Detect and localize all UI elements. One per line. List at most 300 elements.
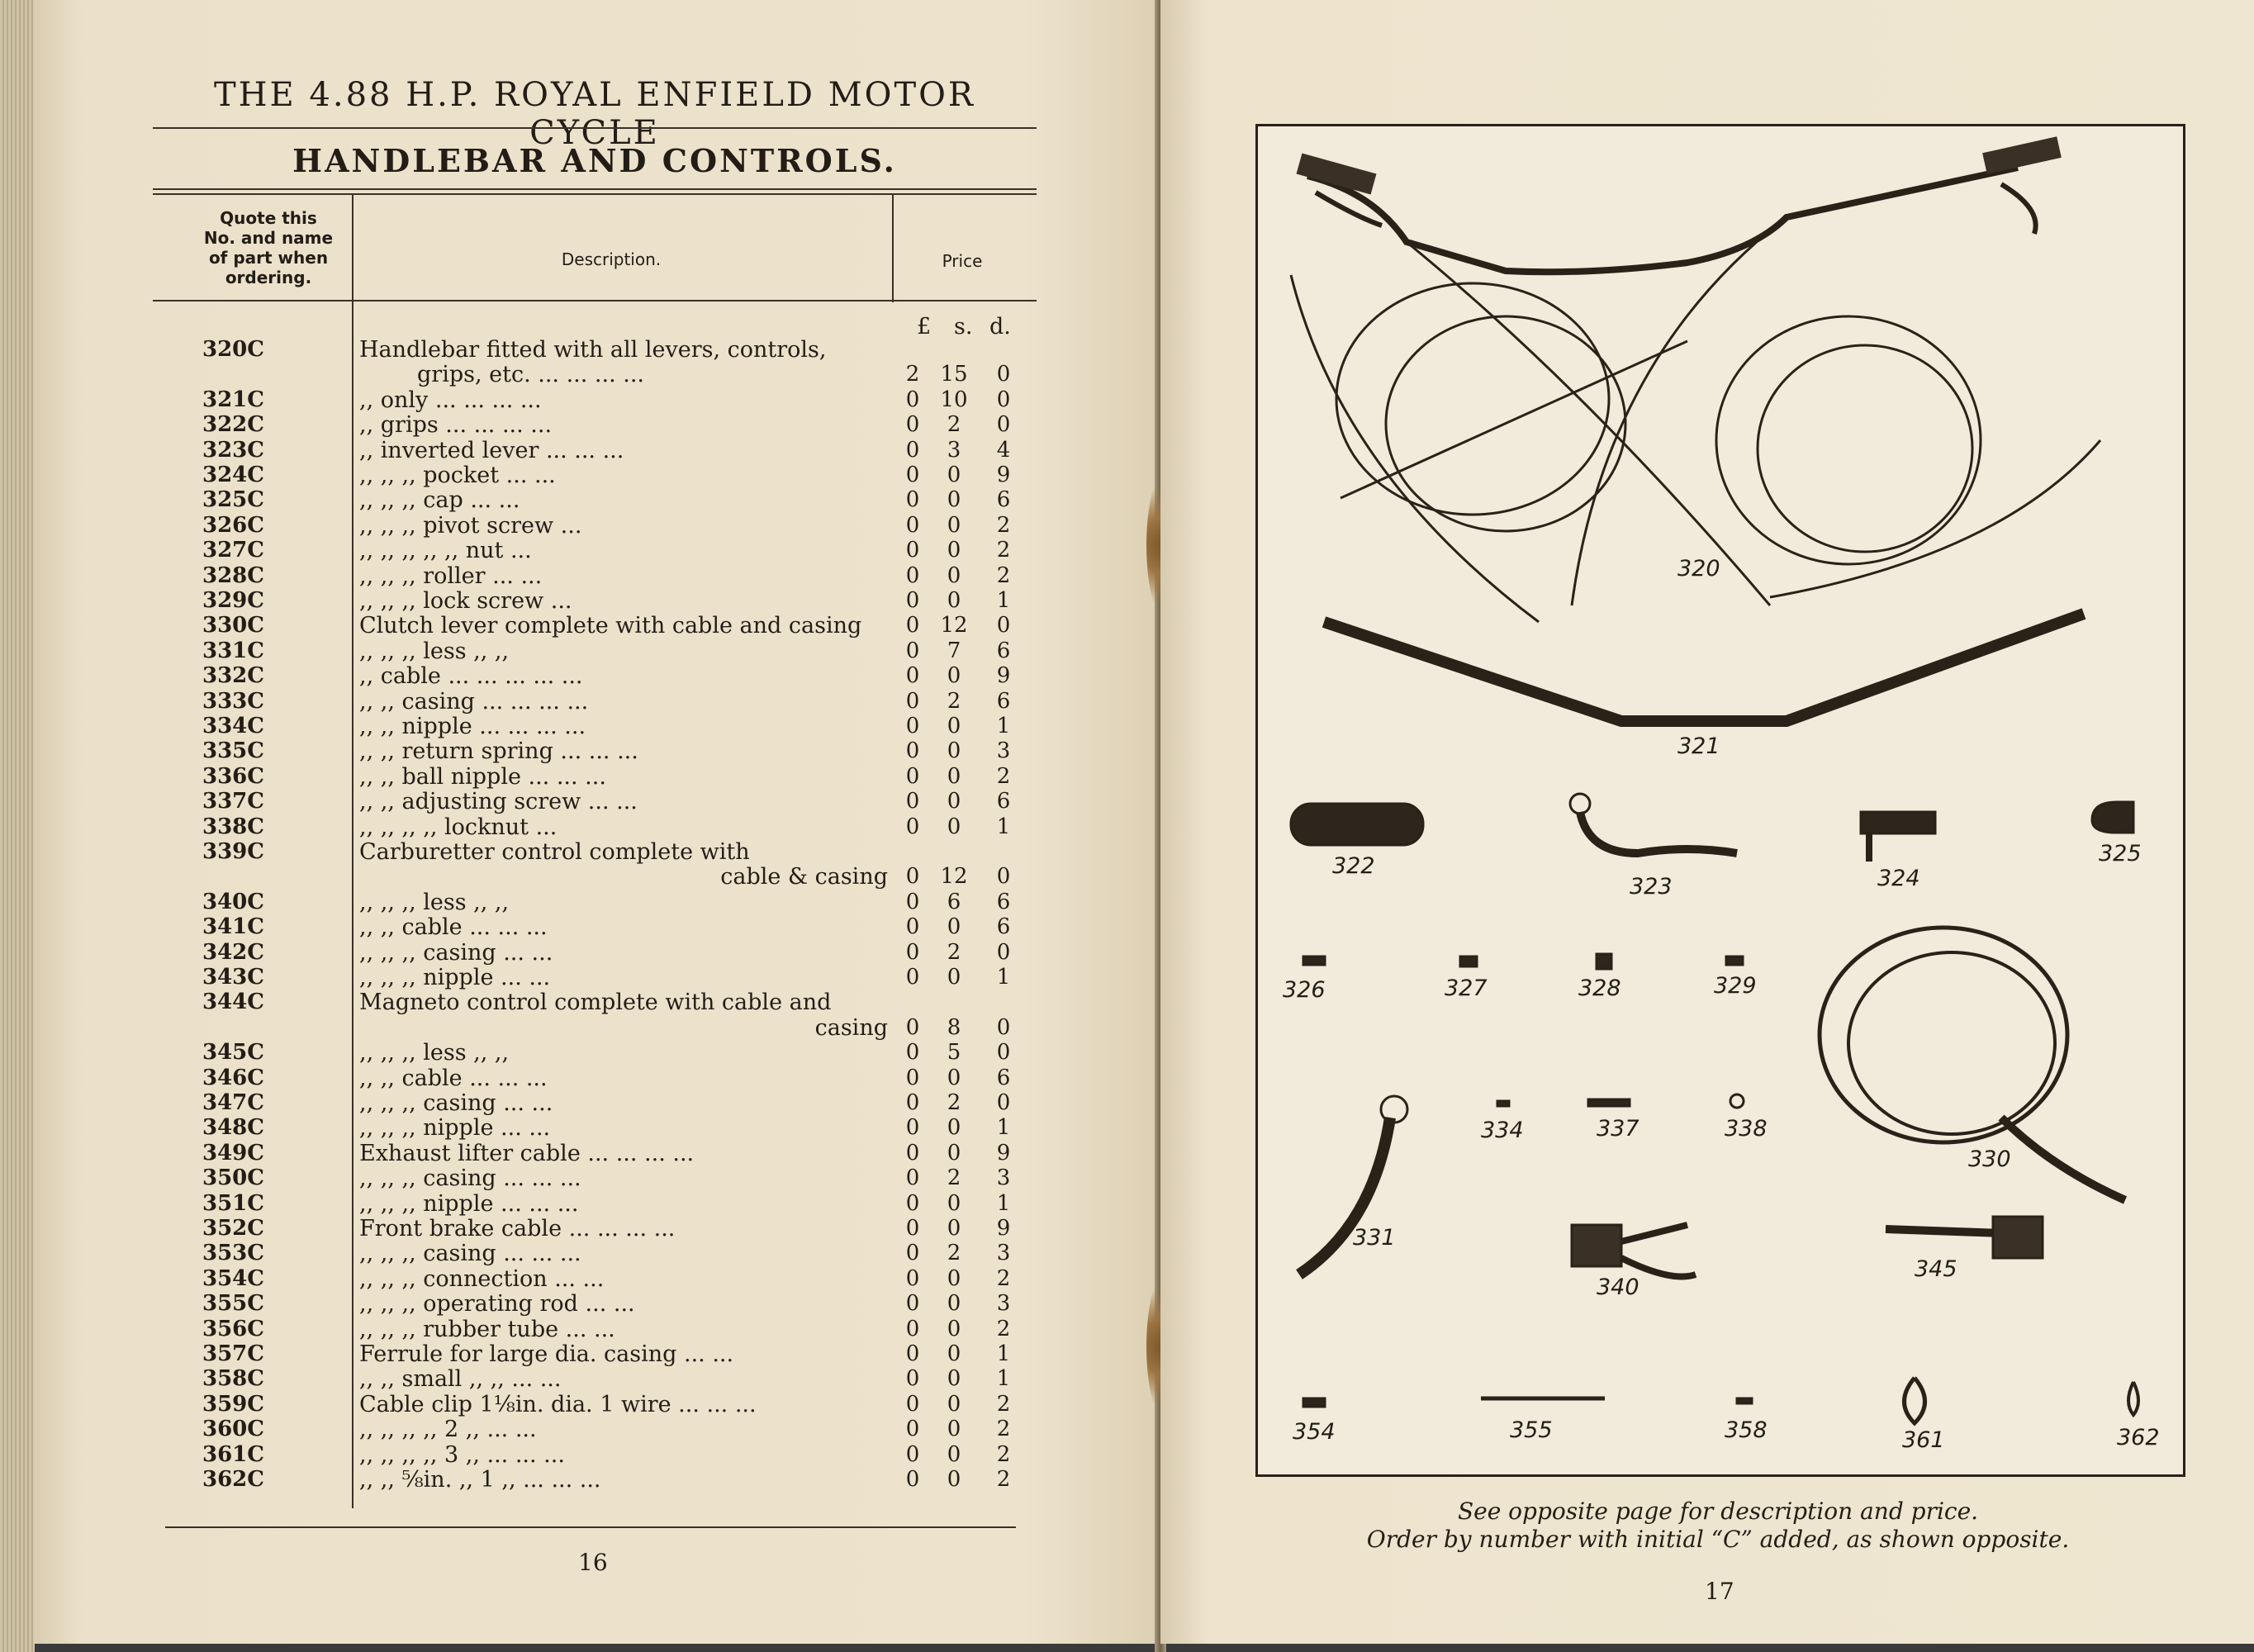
part-description: ,, ,, return spring ... ... ... <box>359 738 638 765</box>
label-322: 322 <box>1332 853 1375 879</box>
label-355: 355 <box>1510 1417 1553 1443</box>
part-description: ,, ,, ,, pocket ... ... <box>359 463 556 488</box>
price-pence: 0 <box>996 864 1011 890</box>
price-shillings: 12 <box>940 864 968 890</box>
part-description: ,, ,, ,, casing ... ... <box>359 1090 553 1116</box>
price-pounds: 2 <box>905 362 920 387</box>
part-number: 330C <box>202 613 264 638</box>
page-edges <box>0 0 35 1652</box>
price-pounds: 0 <box>905 864 920 890</box>
price-pence: 2 <box>996 763 1011 789</box>
lever-323 <box>1580 812 1737 853</box>
handlebar-320 <box>1307 168 2018 272</box>
price-pounds: 0 <box>905 412 920 438</box>
header-rule <box>153 300 1037 301</box>
label-325: 325 <box>2099 841 2142 866</box>
part-number: 361C <box>202 1441 264 1467</box>
price-pence: 0 <box>996 387 1011 412</box>
part-number: 337C <box>202 789 264 814</box>
locknut-338 <box>1730 1094 1744 1108</box>
part-number: 329C <box>202 588 264 613</box>
table-row <box>153 814 1037 839</box>
label-358: 358 <box>1725 1417 1768 1443</box>
label-329: 329 <box>1714 973 1757 999</box>
price-pounds: 0 <box>905 1065 920 1090</box>
price-pence: 6 <box>996 1065 1011 1090</box>
part-number: 331C <box>202 638 264 663</box>
part-description: ,, ,, ⅝in. ,, 1 ,, ... ... ... <box>359 1467 601 1493</box>
price-shillings: 0 <box>947 714 961 738</box>
part-number: 328C <box>202 563 264 588</box>
price-shillings: 0 <box>947 1391 961 1417</box>
table-row <box>153 1291 1037 1316</box>
part-description: ,, ,, ,, roller ... ... <box>359 563 543 589</box>
price-pounds: 0 <box>905 1366 920 1392</box>
price-pence: 9 <box>996 1216 1011 1241</box>
table-row <box>153 1216 1037 1241</box>
part-number: 353C <box>202 1241 264 1266</box>
part-no-header-line: of part when <box>208 248 329 268</box>
price-pounds: 0 <box>905 1090 920 1115</box>
pence-header: d. <box>989 314 1011 339</box>
part-description: ,, ,, ,, connection ... ... <box>359 1265 605 1292</box>
part-description: ,, ,, ball nipple ... ... ... <box>359 763 606 790</box>
part-description: Front brake cable ... ... ... ... <box>359 1216 676 1241</box>
price-pence: 1 <box>996 1190 1011 1216</box>
price-divider <box>892 195 894 302</box>
table-row <box>153 689 1037 714</box>
part-description: grips, etc. ... ... ... ... <box>417 362 644 388</box>
price-pence: 6 <box>996 789 1011 814</box>
part-description: Magneto control complete with cable and <box>359 990 832 1016</box>
part-description: ,, ,, cable ... ... ... <box>359 1065 548 1091</box>
price-pounds: 0 <box>905 914 920 940</box>
price-shillings: 3 <box>947 437 961 463</box>
price-pence: 9 <box>996 463 1011 487</box>
price-pence: 3 <box>996 1241 1011 1266</box>
table-row <box>153 387 1037 412</box>
table-row <box>153 362 1037 387</box>
cable <box>1341 341 1687 498</box>
table-row <box>153 914 1037 939</box>
price-pounds: 0 <box>905 463 920 487</box>
price-pence: 0 <box>996 412 1011 438</box>
price-pounds: 0 <box>905 387 920 412</box>
price-shillings: 7 <box>947 638 961 663</box>
price-pounds: 0 <box>905 487 920 513</box>
price-pounds: 0 <box>905 613 920 638</box>
price-pence: 0 <box>996 1090 1011 1115</box>
cable-loop <box>1336 283 1609 515</box>
description-header: Description. <box>561 249 662 269</box>
table-row <box>153 839 1037 864</box>
part-number: 358C <box>202 1366 264 1392</box>
label-324: 324 <box>1877 866 1920 891</box>
table-row <box>153 965 1037 990</box>
pocket-324 <box>1861 812 1935 833</box>
part-number: 334C <box>202 714 264 738</box>
table-row <box>153 1392 1037 1417</box>
price-shillings: 0 <box>947 965 961 990</box>
page-number-left: 16 <box>578 1549 608 1576</box>
part-no-header-line: Quote this <box>220 208 317 228</box>
price-shillings: 2 <box>947 1090 961 1115</box>
part-number: 349C <box>202 1140 264 1165</box>
part-description: ,, ,, small ,, ,, ... ... <box>359 1366 562 1393</box>
shillings-header: s. <box>954 314 973 339</box>
part-number: 327C <box>202 538 264 563</box>
table-row <box>153 563 1037 588</box>
price-pence: 9 <box>996 1140 1011 1165</box>
price-pence: 1 <box>996 1115 1011 1141</box>
connection-354 <box>1303 1398 1325 1407</box>
handlebar-321 <box>1324 614 2084 721</box>
head-rule <box>153 127 1037 129</box>
page-number-right: 17 <box>1705 1578 1734 1605</box>
table-row <box>153 1191 1037 1216</box>
part-number: 351C <box>202 1190 264 1216</box>
carb-control-340 <box>1572 1225 1621 1266</box>
price-pounds: 0 <box>905 688 920 714</box>
price-pence: 0 <box>996 939 1011 965</box>
price-shillings: 0 <box>947 738 961 764</box>
part-description: ,, ,, ,, ,, ,, nut ... <box>359 538 532 564</box>
mag-lever-345 <box>1886 1229 2001 1233</box>
price-pence: 3 <box>996 1291 1011 1317</box>
pivot-screw-326 <box>1303 957 1325 965</box>
part-number: 344C <box>202 990 264 1015</box>
price-shillings: 0 <box>947 1441 961 1467</box>
price-pounds: 0 <box>905 814 920 839</box>
table-row <box>153 337 1037 362</box>
right-lever <box>2001 184 2036 234</box>
part-description: ,, ,, cable ... ... ... <box>359 914 548 941</box>
table-row <box>153 1015 1037 1040</box>
label-362: 362 <box>2117 1425 2160 1450</box>
price-shillings: 10 <box>940 387 968 412</box>
price-pence: 9 <box>996 663 1011 689</box>
part-number: 325C <box>202 487 264 513</box>
price-shillings: 0 <box>947 1190 961 1216</box>
price-pence: 6 <box>996 889 1011 914</box>
price-pounds: 0 <box>905 1165 920 1191</box>
part-description: ,, cable ... ... ... ... ... <box>359 663 583 690</box>
price-pence: 6 <box>996 914 1011 940</box>
label-320: 320 <box>1677 556 1720 582</box>
part-number: 341C <box>202 914 264 940</box>
price-pence: 1 <box>996 814 1011 839</box>
part-description: ,, ,, ,, ,, locknut ... <box>359 814 558 840</box>
price-pounds: 0 <box>905 437 920 463</box>
mag-control-345 <box>1993 1217 2043 1258</box>
table-row <box>153 864 1037 889</box>
price-shillings: 2 <box>947 939 961 965</box>
label-334: 334 <box>1481 1118 1524 1143</box>
price-pence: 1 <box>996 588 1011 613</box>
label-326: 326 <box>1283 977 1326 1003</box>
price-shillings: 0 <box>947 1417 961 1442</box>
price-pence: 2 <box>996 1417 1011 1442</box>
part-description: ,, ,, casing ... ... ... ... <box>359 688 589 714</box>
price-shillings: 2 <box>947 1241 961 1266</box>
label-340: 340 <box>1597 1275 1639 1300</box>
price-pence: 2 <box>996 563 1011 588</box>
part-number: 324C <box>202 463 264 487</box>
part-number: 338C <box>202 814 264 839</box>
cap-325 <box>2092 802 2133 833</box>
part-number: 354C <box>202 1265 264 1291</box>
table-row <box>153 1266 1037 1291</box>
left-grip <box>1299 164 1374 184</box>
table-row <box>153 487 1037 512</box>
foot-rule <box>165 1526 1016 1528</box>
price-pence: 2 <box>996 512 1011 538</box>
price-pounds: 0 <box>905 1417 920 1442</box>
price-pence: 2 <box>996 1316 1011 1341</box>
price-shillings: 2 <box>947 412 961 438</box>
right-grip <box>1985 147 2059 164</box>
part-number: 335C <box>202 738 264 764</box>
price-shillings: 0 <box>947 512 961 538</box>
part-description: ,, ,, ,, nipple ... ... <box>359 1115 551 1142</box>
table-row <box>153 1366 1037 1391</box>
price-pounds: 0 <box>905 1265 920 1291</box>
price-pence: 6 <box>996 487 1011 513</box>
price-pounds: 0 <box>905 1341 920 1366</box>
part-no-header-line: No. and name <box>203 228 334 248</box>
price-pounds: 0 <box>905 714 920 738</box>
part-number: 346C <box>202 1065 264 1090</box>
price-pounds: 0 <box>905 763 920 789</box>
price-shillings: 0 <box>947 1366 961 1392</box>
price-shillings: 0 <box>947 1467 961 1492</box>
table-row <box>153 538 1037 563</box>
cable <box>1407 242 1770 605</box>
part-number: 333C <box>202 688 264 714</box>
part-no-header <box>186 208 351 287</box>
section-title: HANDLEBAR AND CONTROLS. <box>292 142 897 179</box>
part-number: 347C <box>202 1090 264 1115</box>
price-pence: 0 <box>996 362 1011 387</box>
part-number: 360C <box>202 1417 264 1442</box>
part-description: Ferrule for large dia. casing ... ... <box>359 1341 734 1367</box>
price-pence: 2 <box>996 538 1011 563</box>
price-pence: 3 <box>996 1165 1011 1191</box>
price-shillings: 2 <box>947 1165 961 1191</box>
label-323: 323 <box>1630 874 1673 900</box>
carb-lever-340 <box>1621 1225 1687 1241</box>
part-number: 322C <box>202 412 264 438</box>
table-row <box>153 940 1037 965</box>
price-shillings: 6 <box>947 889 961 914</box>
pounds-header: £ <box>917 314 932 339</box>
running-head: THE 4.88 H.P. ROYAL ENFIELD MOTOR CYCLE <box>213 76 976 152</box>
price-shillings: 0 <box>947 588 961 613</box>
price-shillings: 0 <box>947 1341 961 1366</box>
price-shillings: 0 <box>947 914 961 940</box>
part-number: 340C <box>202 889 264 914</box>
caption-line-2: Order by number with initial “C” added, as shown opposite. <box>1366 1526 2070 1553</box>
table-row <box>153 663 1037 688</box>
part-number: 345C <box>202 1040 264 1066</box>
price-pence: 1 <box>996 714 1011 738</box>
part-description: Carburetter control complete with <box>359 839 750 865</box>
part-number: 326C <box>202 512 264 538</box>
roller-328 <box>1597 954 1611 969</box>
table-row <box>153 1040 1037 1065</box>
clutch-cable-330 <box>1820 928 2067 1142</box>
price-header: Price <box>942 251 983 271</box>
table-row <box>153 990 1037 1014</box>
price-pounds: 0 <box>905 1316 920 1341</box>
part-number: 348C <box>202 1115 264 1141</box>
part-number: 339C <box>202 839 264 864</box>
table-row <box>153 1165 1037 1190</box>
part-description: ,, grips ... ... ... ... <box>359 412 553 439</box>
table-row <box>153 588 1037 613</box>
price-shillings: 0 <box>947 1216 961 1241</box>
part-number: 362C <box>202 1467 264 1492</box>
price-shillings: 0 <box>947 563 961 588</box>
title-rule-2 <box>153 193 1037 195</box>
part-number: 320C <box>202 337 264 362</box>
price-pounds: 0 <box>905 1391 920 1417</box>
label-338: 338 <box>1725 1116 1768 1142</box>
price-shillings: 0 <box>947 1265 961 1291</box>
price-pence: 2 <box>996 1391 1011 1417</box>
table-row <box>153 1241 1037 1265</box>
price-pence: 2 <box>996 1441 1011 1467</box>
price-pounds: 0 <box>905 1467 920 1492</box>
price-pence: 6 <box>996 688 1011 714</box>
part-description: ,, ,, ,, pivot screw ... <box>359 512 582 539</box>
part-number: 343C <box>202 965 264 990</box>
cable <box>1572 217 1787 605</box>
title-rule-1 <box>153 188 1037 190</box>
part-description: cable & casing <box>720 864 888 890</box>
part-description: ,, ,, ,, less ,, ,, <box>359 889 510 915</box>
cable <box>1291 275 1539 622</box>
table-row <box>153 412 1037 437</box>
part-number: 321C <box>202 387 264 412</box>
price-pounds: 0 <box>905 663 920 689</box>
price-pounds: 0 <box>905 1140 920 1165</box>
price-pounds: 0 <box>905 1216 920 1241</box>
part-description: ,, ,, ,, lock screw ... <box>359 588 572 614</box>
price-shillings: 0 <box>947 1115 961 1141</box>
part-description: ,, ,, ,, casing ... ... ... <box>359 1241 581 1267</box>
price-pounds: 0 <box>905 1190 920 1216</box>
part-description: Cable clip 1⅛in. dia. 1 wire ... ... ... <box>359 1391 757 1417</box>
label-327: 327 <box>1445 976 1488 1001</box>
table-row <box>153 1442 1037 1467</box>
part-number: 355C <box>202 1291 264 1317</box>
price-pounds: 0 <box>905 1241 920 1266</box>
part-description: ,, ,, ,, casing ... ... <box>359 939 553 966</box>
price-pence: 6 <box>996 638 1011 663</box>
table-row <box>153 1417 1037 1441</box>
price-pence: 1 <box>996 1341 1011 1366</box>
price-shillings: 2 <box>947 688 961 714</box>
price-pence: 1 <box>996 965 1011 990</box>
part-number: 357C <box>202 1341 264 1366</box>
part-number: 332C <box>202 663 264 689</box>
price-pounds: 0 <box>905 939 920 965</box>
price-pounds: 0 <box>905 588 920 613</box>
price-shillings: 12 <box>940 613 968 638</box>
cable-clip-361 <box>1905 1378 1925 1423</box>
table-row <box>153 1467 1037 1492</box>
part-description: ,, ,, ,, nipple ... ... <box>359 965 551 990</box>
price-shillings: 0 <box>947 663 961 689</box>
part-number: 323C <box>202 437 264 463</box>
grip-322 <box>1291 804 1423 845</box>
label-330: 330 <box>1968 1146 2011 1172</box>
part-description: ,, ,, nipple ... ... ... ... <box>359 714 586 739</box>
part-description: Handlebar fitted with all levers, controls, <box>359 337 827 363</box>
price-shillings: 0 <box>947 814 961 839</box>
price-pounds: 0 <box>905 563 920 588</box>
price-shillings: 0 <box>947 789 961 814</box>
cable-loop <box>1758 345 1972 552</box>
table-row <box>153 714 1037 738</box>
price-pence: 2 <box>996 1467 1011 1492</box>
label-328: 328 <box>1578 976 1621 1001</box>
price-pounds: 0 <box>905 1040 920 1066</box>
part-description: ,, ,, ,, cap ... ... <box>359 487 520 514</box>
part-description: ,, only ... ... ... ... <box>359 387 542 413</box>
part-description: ,, ,, ,, casing ... ... ... <box>359 1165 581 1192</box>
table-row <box>153 789 1037 814</box>
part-description: ,, ,, ,, less ,, ,, <box>359 638 510 664</box>
price-pounds: 0 <box>905 738 920 764</box>
part-no-header-line: ordering. <box>225 268 312 287</box>
part-description: ,, inverted lever ... ... ... <box>359 437 624 463</box>
label-337: 337 <box>1597 1116 1639 1142</box>
part-number: 336C <box>202 763 264 789</box>
clutch-cable-330 <box>1848 952 2055 1134</box>
price-shillings: 0 <box>947 1316 961 1341</box>
lever-pivot <box>1570 794 1590 814</box>
clutch-lever-330 <box>2001 1118 2125 1200</box>
price-pounds: 0 <box>905 538 920 563</box>
part-description: ,, ,, ,, nipple ... ... ... <box>359 1190 579 1217</box>
part-description: ,, ,, ,, rubber tube ... ... <box>359 1316 615 1342</box>
parts-illustration-plate <box>1255 124 2185 1477</box>
label-361: 361 <box>1902 1427 1945 1453</box>
part-number: 356C <box>202 1316 264 1341</box>
table-row <box>153 463 1037 487</box>
price-shillings: 0 <box>947 463 961 487</box>
part-description: ,, ,, adjusting screw ... ... <box>359 789 638 815</box>
label-345: 345 <box>1915 1256 1957 1282</box>
caption-line-1: See opposite page for description and price. <box>1457 1498 1979 1525</box>
price-pence: 0 <box>996 613 1011 638</box>
part-description: casing <box>814 1014 888 1041</box>
table-row <box>153 738 1037 763</box>
price-shillings: 5 <box>947 1040 961 1066</box>
nut-327 <box>1460 957 1477 966</box>
table-row <box>153 1090 1037 1115</box>
price-pounds: 0 <box>905 1291 920 1317</box>
price-shillings: 0 <box>947 1065 961 1090</box>
price-pounds: 0 <box>905 638 920 663</box>
part-number: 350C <box>202 1165 264 1191</box>
price-pence: 0 <box>996 1014 1011 1040</box>
part-description: ,, ,, ,, less ,, ,, <box>359 1040 510 1066</box>
price-shillings: 0 <box>947 487 961 513</box>
price-pounds: 0 <box>905 1115 920 1141</box>
